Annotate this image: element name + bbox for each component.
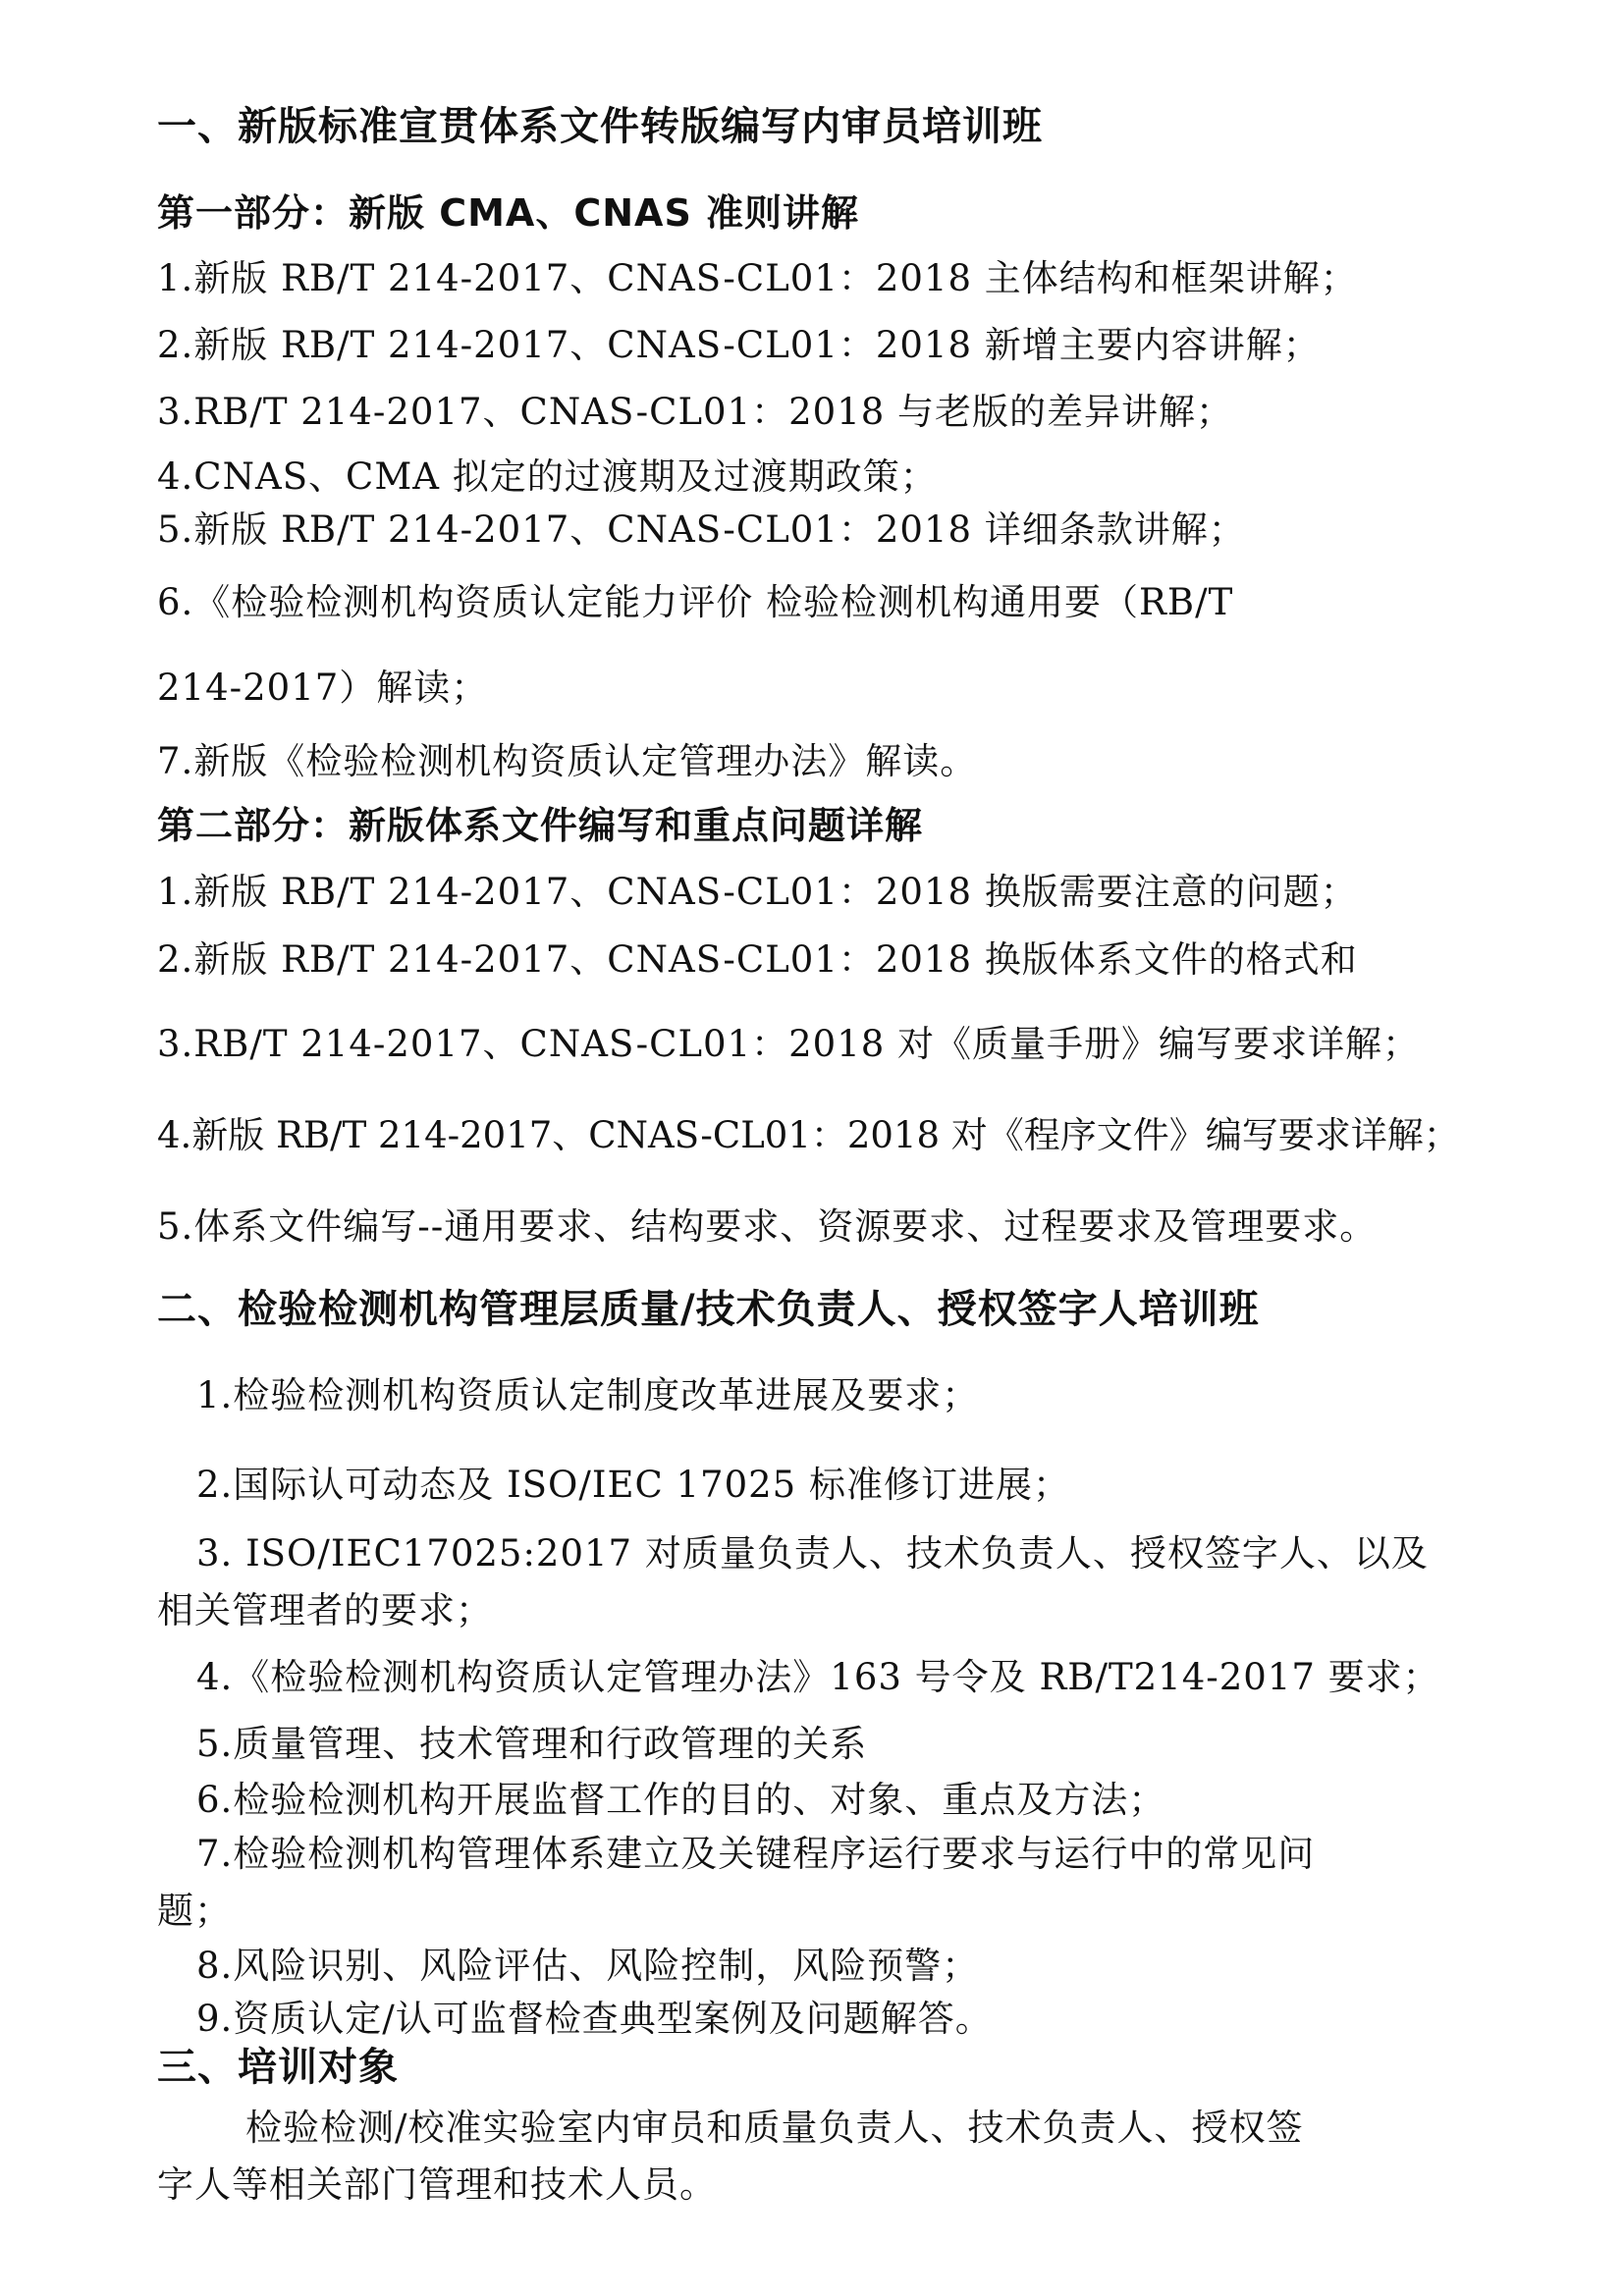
section-2-item-1: 1.检验检测机构资质认定制度改革进展及要求； xyxy=(196,1374,980,1416)
section-2-item-5: 5.质量管理、技术管理和行政管理的关系 xyxy=(196,1723,868,1765)
part-1-item-4: 4.CNAS、CMA 拟定的过渡期及过渡期政策； xyxy=(157,455,938,498)
part-1-item-6-cont: 214-2017）解读； xyxy=(157,667,489,709)
section-2-item-6: 6.检验检测机构开展监督工作的目的、对象、重点及方法； xyxy=(196,1779,1166,1821)
part-2-item-5: 5.体系文件编写--通用要求、结构要求、资源要求、过程要求及管理要求。 xyxy=(157,1205,1378,1248)
part-2-item-1: 1.新版 RB/T 214-2017、CNAS-CL01：2018 换版需要注意的问题； xyxy=(157,871,1358,913)
part-1-item-2: 2.新版 RB/T 214-2017、CNAS-CL01：2018 新增主要内容讲解； xyxy=(157,324,1321,366)
section-2-item-2: 2.国际认可动态及 ISO/IEC 17025 标准修订进展； xyxy=(196,1464,1070,1506)
section-2-item-4: 4.《检验检测机构资质认定管理办法》163 号令及 RB/T214-2017 要求； xyxy=(196,1656,1440,1698)
section-3-title: 三、培训对象 xyxy=(157,2045,399,2090)
section-2-item-3-cont: 相关管理者的要求； xyxy=(157,1589,493,1631)
part-1-item-6: 6.《检验检测机构资质认定能力评价 检验检测机构通用要（RB/T xyxy=(157,581,1234,623)
part-2-item-3: 3.RB/T 214-2017、CNAS-CL01：2018 对《质量手册》编写要求详解； xyxy=(157,1023,1421,1065)
part-1-item-3: 3.RB/T 214-2017、CNAS-CL01：2018 与老版的差异讲解； xyxy=(157,391,1234,433)
section-2-item-7-cont: 题； xyxy=(157,1890,232,1932)
part-1-item-5: 5.新版 RB/T 214-2017、CNAS-CL01：2018 详细条款讲解； xyxy=(157,508,1246,551)
section-2-item-8: 8.风险识别、风险评估、风险控制，风险预警； xyxy=(196,1945,980,1987)
section-2-item-7: 7.检验检测机构管理体系建立及关键程序运行要求与运行中的常见问 xyxy=(196,1833,1316,1875)
part-1-item-1: 1.新版 RB/T 214-2017、CNAS-CL01：2018 主体结构和框架讲解； xyxy=(157,257,1358,299)
section-3-line-2: 字人等相关部门管理和技术人员。 xyxy=(157,2163,717,2206)
section-1-title: 一、新版标准宣贯体系文件转版编写内审员培训班 xyxy=(157,104,1043,149)
part-1-item-7: 7.新版《检验检测机构资质认定管理办法》解读。 xyxy=(157,740,978,782)
section-3-line-1: 检验检测/校准实验室内审员和质量负责人、技术负责人、授权签 xyxy=(245,2107,1304,2149)
part-1-heading: 第一部分：新版 CMA、CNAS 准则讲解 xyxy=(157,191,860,235)
part-2-item-4: 4.新版 RB/T 214-2017、CNAS-CL01：2018 对《程序文件》编写要求详解； xyxy=(157,1114,1460,1156)
section-2-item-3: 3. ISO/IEC17025:2017 对质量负责人、技术负责人、授权签字人、以及 xyxy=(196,1532,1429,1575)
section-2-item-9: 9.资质认定/认可监督检查典型案例及问题解答。 xyxy=(196,1998,993,2040)
part-2-heading: 第二部分：新版体系文件编写和重点问题详解 xyxy=(157,804,924,847)
section-2-title: 二、检验检测机构管理层质量/技术负责人、授权签字人培训班 xyxy=(157,1287,1260,1332)
part-2-item-2: 2.新版 RB/T 214-2017、CNAS-CL01：2018 换版体系文件的格式和 xyxy=(157,938,1358,981)
